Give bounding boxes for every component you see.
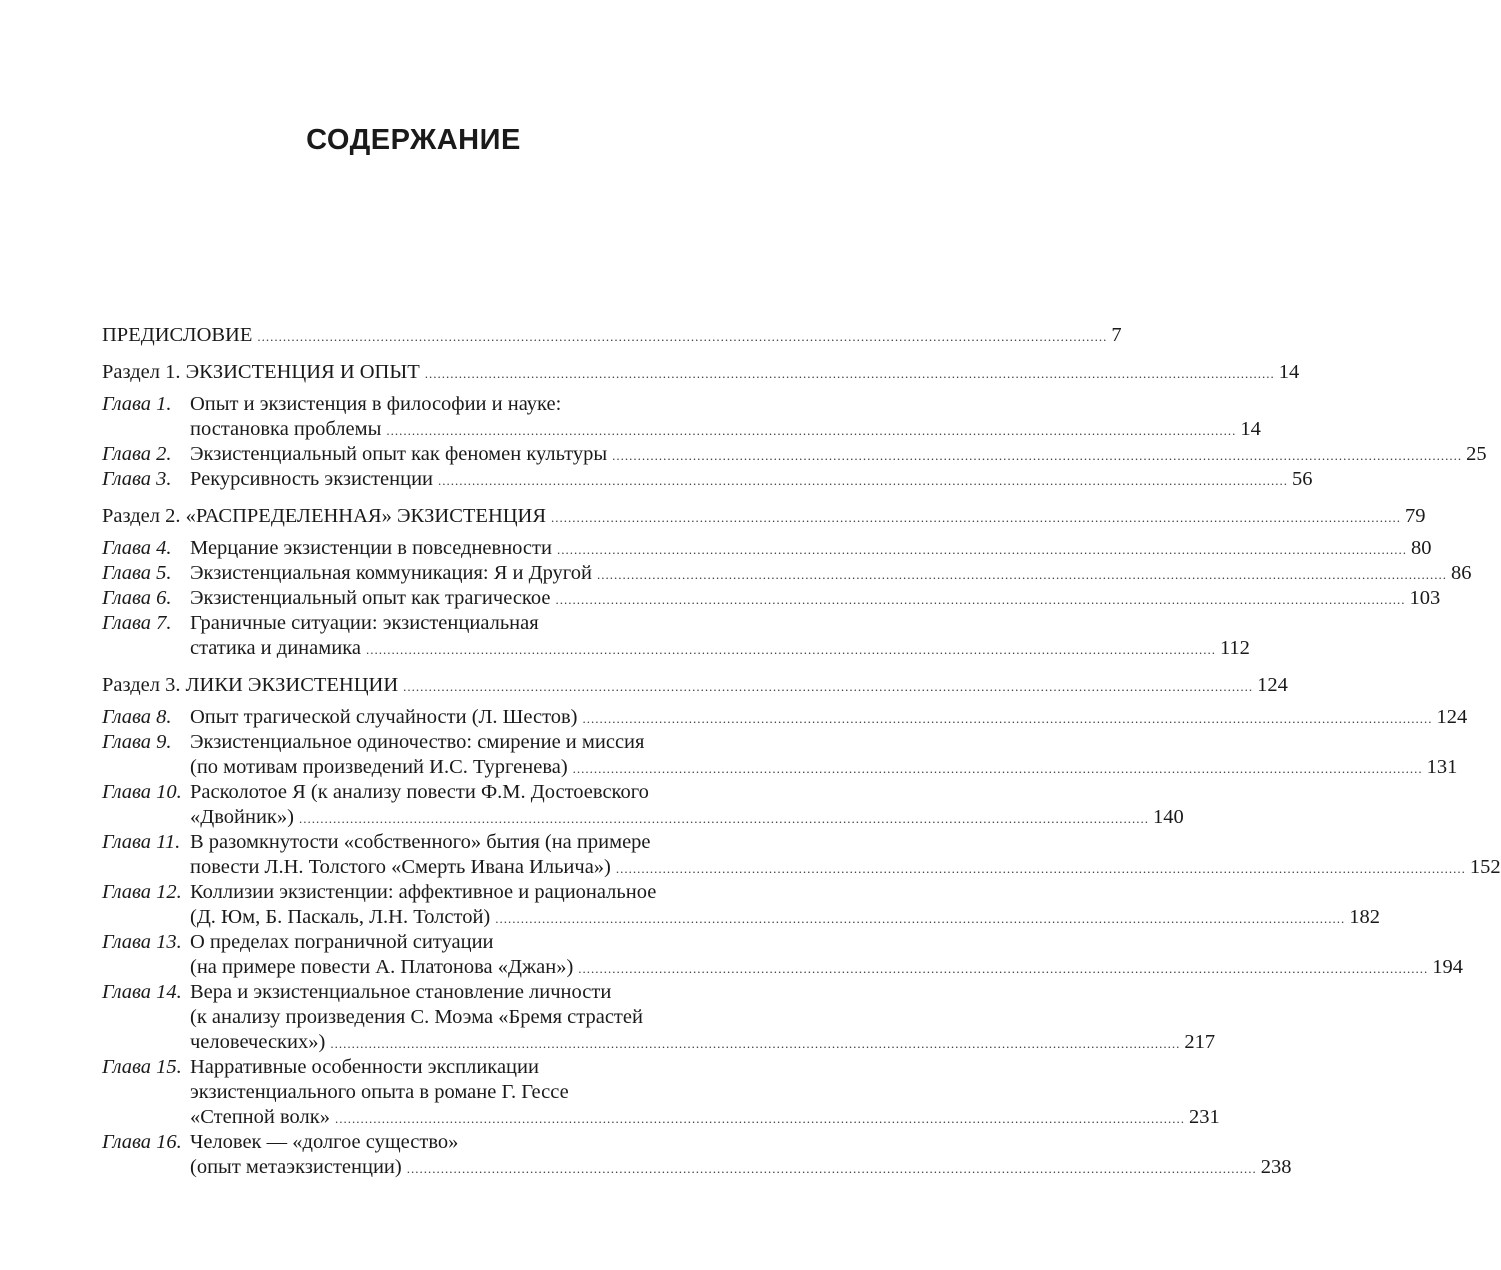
- entry-title-text: «Двойник»): [190, 806, 294, 828]
- chapter-label: Глава 15.: [102, 1056, 182, 1078]
- page-number: 14: [1278, 361, 1300, 383]
- toc-line: [102, 360, 1300, 385]
- entry-title-text: Граничные ситуации: экзистенциальная: [190, 612, 539, 634]
- chapter-label: Глава 1.: [102, 393, 172, 415]
- toc-line: [102, 611, 727, 636]
- toc-line: [102, 905, 1380, 930]
- entry-title-text: Экзистенциальная коммуникация: Я и Другой: [190, 562, 592, 584]
- page-number: 7: [1111, 324, 1122, 346]
- chapter-label: Глава 4.: [102, 537, 172, 559]
- entry-title-text: (опыт метаэкзистенции): [190, 1156, 402, 1178]
- toc-chapter-entry: [102, 586, 1441, 611]
- toc-line: [102, 504, 1426, 529]
- entry-title-text: экзистенциального опыта в романе Г. Гессе: [190, 1081, 569, 1103]
- chapter-label: Глава 11.: [102, 831, 181, 853]
- toc-line: [102, 980, 727, 1005]
- toc-line: [102, 830, 727, 855]
- toc-chapter-entry: [102, 467, 1313, 492]
- chapter-label: Глава 9.: [102, 731, 172, 753]
- entry-title-text: О пределах пограничной ситуации: [190, 931, 494, 953]
- page-number: 103: [1409, 587, 1441, 609]
- page-number: 14: [1240, 418, 1261, 440]
- dot-leader: ........................................................................................................................................................................................................: [438, 473, 1289, 488]
- chapter-label: Глава 7.: [102, 612, 172, 634]
- entry-title-text: (по мотивам произведений И.С. Тургенева): [190, 756, 568, 778]
- toc-chapter-entry: [102, 730, 1458, 780]
- chapter-label: Глава 8.: [102, 706, 172, 728]
- toc-chapter-entry: [102, 1130, 1292, 1180]
- toc-chapter-entry: [102, 611, 1250, 661]
- page-number: 231: [1188, 1106, 1220, 1128]
- entry-title-text: Опыт и экзистенция в философии и науке:: [190, 393, 562, 415]
- page-number: 140: [1152, 806, 1184, 828]
- table-of-contents: [102, 323, 1501, 1180]
- page-number: 25: [1466, 443, 1487, 465]
- page-number: 182: [1349, 906, 1380, 928]
- page-number: 124: [1436, 706, 1468, 728]
- toc-chapter-entry: [102, 880, 1380, 930]
- dot-leader: ........................................................................................................................................................................................................: [572, 761, 1423, 776]
- toc-line: [102, 536, 1432, 561]
- toc-line: [102, 467, 1313, 492]
- chapter-label: Глава 6.: [102, 587, 172, 609]
- entry-title-text: Мерцание экзистенции в повседневности: [190, 537, 552, 559]
- entry-title-text: (Д. Юм, Б. Паскаль, Л.Н. Толстой): [190, 906, 491, 928]
- entry-title-text: Коллизии экзистенции: аффективное и рациональное: [190, 881, 657, 903]
- entry-title-text: Экзистенциальное одиночество: смирение и миссия: [190, 731, 645, 753]
- page-number: 112: [1219, 637, 1250, 659]
- toc-line: [102, 561, 1472, 586]
- entry-title-text: В разомкнутости «собственного» бытия (на примере: [190, 831, 651, 853]
- entry-title-text: Экзистенциальный опыт как трагическое: [190, 587, 551, 609]
- toc-chapter-entry: [102, 830, 1501, 880]
- chapter-label: Глава 2.: [102, 443, 172, 465]
- chapter-label: Глава 10.: [102, 781, 182, 803]
- page-number: 80: [1410, 537, 1432, 559]
- toc-line: [102, 805, 1184, 830]
- page-number: 238: [1260, 1156, 1292, 1178]
- page-number: 79: [1405, 505, 1426, 527]
- chapter-label: Глава 3.: [102, 468, 172, 490]
- toc-chapter-entry: [102, 561, 1472, 586]
- dot-leader: ........................................................................................................................................................................................................: [403, 679, 1254, 694]
- toc-section-entry: [102, 504, 1426, 529]
- toc-line: [102, 1055, 727, 1080]
- toc-line: [102, 636, 1250, 661]
- chapter-label: Глава 5.: [102, 562, 172, 584]
- entry-title-text: Раздел 3. ЛИКИ ЭКЗИСТЕНЦИИ: [102, 674, 399, 696]
- toc-line: [102, 780, 727, 805]
- dot-leader: ........................................................................................................................................................................................................: [334, 1111, 1185, 1126]
- toc-line: [102, 755, 1458, 780]
- toc-line: [102, 880, 727, 905]
- toc-line: [102, 930, 727, 955]
- entry-title-text: человеческих»): [190, 1031, 326, 1053]
- dot-leader: ........................................................................................................................................................................................................: [406, 1161, 1257, 1176]
- page-number: 131: [1426, 756, 1458, 778]
- dot-leader: ........................................................................................................................................................................................................: [298, 811, 1149, 826]
- page-number: 152: [1469, 856, 1501, 878]
- chapter-label: Глава 14.: [102, 981, 182, 1003]
- entry-title-text: Нарративные особенности экспликации: [190, 1056, 539, 1078]
- page-number: 194: [1432, 956, 1464, 978]
- toc-line: [102, 1130, 727, 1155]
- dot-leader: ........................................................................................................................................................................................................: [556, 542, 1407, 557]
- entry-title-text: Экзистенциальный опыт как феномен культуры: [190, 443, 608, 465]
- toc-line: [102, 1005, 727, 1030]
- entry-title-text: Раздел 1. ЭКЗИСТЕНЦИЯ И ОПЫТ: [102, 361, 420, 383]
- page-number: 86: [1450, 562, 1472, 584]
- entry-title-text: ПРЕДИСЛОВИЕ: [102, 324, 253, 346]
- entry-title-text: Человек — «долгое существо»: [190, 1131, 459, 1153]
- dot-leader: ........................................................................................................................................................................................................: [578, 961, 1429, 976]
- entry-title-text: повести Л.Н. Толстого «Смерть Ивана Ильича»): [190, 856, 611, 878]
- toc-chapter-entry: [102, 442, 1487, 467]
- dot-leader: ........................................................................................................................................................................................................: [330, 1036, 1181, 1051]
- entry-title-text: статика и динамика: [190, 637, 361, 659]
- dot-leader: ........................................................................................................................................................................................................: [555, 592, 1406, 607]
- toc-chapter-entry: [102, 1055, 1220, 1130]
- toc-chapter-entry: [102, 392, 1261, 442]
- entry-title-text: Опыт трагической случайности (Л. Шестов): [190, 706, 578, 728]
- dot-leader: ........................................................................................................................................................................................................: [612, 448, 1463, 463]
- toc-line: [102, 1030, 1216, 1055]
- dot-leader: ........................................................................................................................................................................................................: [551, 510, 1402, 525]
- dot-leader: ........................................................................................................................................................................................................: [386, 423, 1237, 438]
- toc-line: [102, 673, 1288, 698]
- dot-leader: ........................................................................................................................................................................................................: [615, 861, 1466, 876]
- entry-title-text: Вера и экзистенциальное становление личности: [190, 981, 612, 1003]
- toc-chapter-entry: [102, 536, 1432, 561]
- chapter-label: Глава 16.: [102, 1131, 182, 1153]
- page-number: 217: [1184, 1031, 1216, 1053]
- toc-preface-entry: [102, 323, 1122, 348]
- toc-section-entry: [102, 360, 1300, 385]
- page-number: 56: [1292, 468, 1313, 490]
- entry-title-text: Расколотое Я (к анализу повести Ф.М. Достоевского: [190, 781, 649, 803]
- toc-line: [102, 730, 727, 755]
- entry-title-text: (к анализу произведения С. Моэма «Бремя страстей: [190, 1006, 643, 1028]
- toc-line: [102, 392, 727, 417]
- toc-line: [102, 586, 1441, 611]
- toc-line: [102, 955, 1464, 980]
- dot-leader: ........................................................................................................................................................................................................: [257, 329, 1108, 344]
- dot-leader: ........................................................................................................................................................................................................: [596, 567, 1447, 582]
- toc-chapter-entry: [102, 930, 1464, 980]
- toc-chapter-entry: [102, 980, 1216, 1055]
- dot-leader: ........................................................................................................................................................................................................: [495, 911, 1346, 926]
- toc-line: [102, 442, 1487, 467]
- toc-line: [102, 705, 1468, 730]
- toc-line: [102, 1105, 1220, 1130]
- entry-title-text: Раздел 2. «РАСПРЕДЕЛЕННАЯ» ЭКЗИСТЕНЦИЯ: [102, 505, 547, 527]
- toc-chapter-entry: [102, 705, 1468, 730]
- page-title: СОДЕРЖАНИЕ: [306, 124, 521, 156]
- entry-title-text: Рекурсивность экзистенции: [190, 468, 434, 490]
- dot-leader: ........................................................................................................................................................................................................: [365, 642, 1216, 657]
- entry-title-text: «Степной волк»: [190, 1106, 330, 1128]
- toc-line: [102, 855, 1501, 880]
- toc-section-entry: [102, 673, 1288, 698]
- entry-title-text: постановка проблемы: [190, 418, 382, 440]
- toc-line: [102, 1080, 727, 1105]
- toc-chapter-entry: [102, 780, 1184, 830]
- entry-title-text: (на примере повести А. Платонова «Джан»): [190, 956, 574, 978]
- dot-leader: ........................................................................................................................................................................................................: [424, 366, 1275, 381]
- toc-line: [102, 1155, 1292, 1180]
- toc-line: [102, 417, 1261, 442]
- chapter-label: Глава 12.: [102, 881, 182, 903]
- page-number: 124: [1257, 674, 1288, 696]
- chapter-label: Глава 13.: [102, 931, 182, 953]
- dot-leader: ........................................................................................................................................................................................................: [582, 711, 1433, 726]
- toc-line: [102, 323, 1122, 348]
